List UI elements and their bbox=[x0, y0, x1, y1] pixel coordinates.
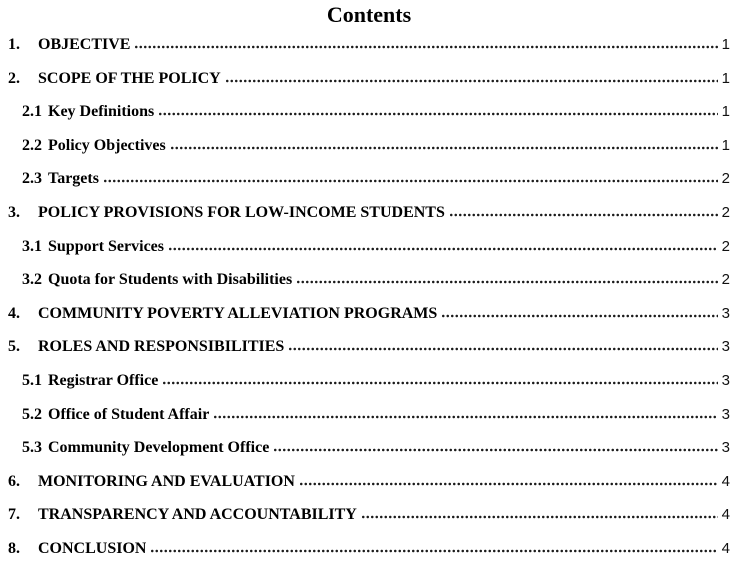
toc-entry-page: 4 bbox=[721, 539, 730, 557]
toc-entry-page: 4 bbox=[721, 506, 730, 524]
toc-entry-page: 1 bbox=[721, 103, 730, 121]
toc-entry[interactable] bbox=[22, 263, 730, 297]
toc-entry-number: 8. bbox=[8, 539, 20, 557]
dotted-leader bbox=[361, 515, 718, 519]
toc-entry-title: CONCLUSION bbox=[38, 539, 147, 557]
dotted-leader bbox=[134, 45, 717, 49]
toc-entry-title: Quota for Students with Disabilities bbox=[48, 271, 293, 289]
toc-entry-title: Key Definitions bbox=[48, 103, 155, 121]
toc-entry-number: 4. bbox=[8, 304, 20, 322]
toc-entry[interactable] bbox=[8, 297, 730, 331]
toc-entry-page: 2 bbox=[721, 203, 730, 221]
toc-entry-title: COMMUNITY POVERTY ALLEVIATION PROGRAMS bbox=[38, 304, 438, 322]
toc-entry[interactable] bbox=[22, 431, 730, 465]
toc-entry-page: 2 bbox=[721, 170, 730, 188]
toc-entry-number: 7. bbox=[8, 506, 20, 524]
toc-entry-number: 6. bbox=[8, 472, 20, 490]
toc-entry-page: 1 bbox=[721, 69, 730, 87]
toc-entry-title: MONITORING AND EVALUATION bbox=[38, 472, 295, 490]
toc-entry-number: 5.2 bbox=[22, 405, 42, 423]
dotted-leader bbox=[296, 280, 717, 284]
toc-entry-number: 3.2 bbox=[22, 271, 42, 289]
toc-entry[interactable] bbox=[8, 196, 730, 230]
toc-entry-number: 3. bbox=[8, 203, 20, 221]
toc-entry-page: 2 bbox=[721, 237, 730, 255]
toc-entry-page: 1 bbox=[721, 136, 730, 154]
dotted-leader bbox=[449, 213, 718, 217]
toc-entry-number: 5.3 bbox=[22, 439, 42, 457]
toc-entry-title: TRANSPARENCY AND ACCOUNTABILITY bbox=[38, 506, 357, 524]
toc-entry[interactable] bbox=[8, 28, 730, 62]
dotted-leader bbox=[213, 415, 717, 419]
toc-entry-title: Office of Student Affair bbox=[48, 405, 210, 423]
toc-entry[interactable] bbox=[22, 364, 730, 398]
toc-entry[interactable] bbox=[8, 498, 730, 532]
dotted-leader bbox=[273, 448, 717, 452]
dotted-leader bbox=[441, 314, 717, 318]
toc-entry-title: Community Development Office bbox=[48, 439, 270, 457]
toc-entry-page: 3 bbox=[721, 371, 730, 389]
toc-entry[interactable] bbox=[8, 62, 730, 96]
toc-entry-title: OBJECTIVE bbox=[38, 36, 131, 53]
dotted-leader bbox=[299, 482, 718, 486]
toc-entry[interactable] bbox=[22, 95, 730, 129]
toc-entry-page: 3 bbox=[721, 304, 730, 322]
dotted-leader bbox=[170, 146, 718, 150]
toc-entry-page: 3 bbox=[721, 338, 730, 356]
dotted-leader bbox=[150, 549, 717, 553]
toc-entry-title: Policy Objectives bbox=[48, 136, 166, 154]
toc-entry-number: 3.1 bbox=[22, 237, 42, 255]
toc-entry-page: 3 bbox=[721, 405, 730, 423]
toc-entry[interactable] bbox=[22, 230, 730, 264]
toc-entry-title: Registrar Office bbox=[48, 371, 159, 389]
toc-list bbox=[8, 28, 730, 564]
toc-entry-title: Support Services bbox=[48, 237, 164, 255]
toc-entry-number: 2. bbox=[8, 69, 20, 87]
toc-entry[interactable] bbox=[8, 532, 730, 564]
toc-entry-number: 1. bbox=[8, 36, 20, 53]
dotted-leader bbox=[158, 112, 717, 116]
toc-entry-title: SCOPE OF THE POLICY bbox=[38, 69, 221, 87]
toc-entry-number: 5. bbox=[8, 338, 20, 356]
toc-entry-number: 5.1 bbox=[22, 371, 42, 389]
toc-entry-page: 1 bbox=[721, 36, 730, 53]
toc-entry-page: 4 bbox=[721, 472, 730, 490]
toc-entry-page: 3 bbox=[721, 439, 730, 457]
dotted-leader bbox=[103, 179, 718, 183]
toc-entry[interactable] bbox=[22, 398, 730, 432]
toc-entry-title: POLICY PROVISIONS FOR LOW-INCOME STUDENTS bbox=[38, 203, 445, 221]
dotted-leader bbox=[288, 347, 717, 351]
dotted-leader bbox=[162, 381, 717, 385]
dotted-leader bbox=[225, 79, 718, 83]
toc-entry[interactable] bbox=[22, 162, 730, 196]
toc-entry[interactable] bbox=[8, 465, 730, 499]
toc-entry-number: 2.1 bbox=[22, 103, 42, 121]
toc-entry-title: ROLES AND RESPONSIBILITIES bbox=[38, 338, 285, 356]
page-title: Contents bbox=[326, 2, 412, 27]
toc-entry-page: 2 bbox=[721, 271, 730, 289]
toc-entry-number: 2.3 bbox=[22, 170, 42, 188]
toc-entry-number: 2.2 bbox=[22, 136, 42, 154]
toc-entry[interactable] bbox=[22, 129, 730, 163]
toc-entry[interactable] bbox=[8, 330, 730, 364]
toc-entry-title: Targets bbox=[48, 170, 99, 188]
dotted-leader bbox=[168, 247, 718, 251]
